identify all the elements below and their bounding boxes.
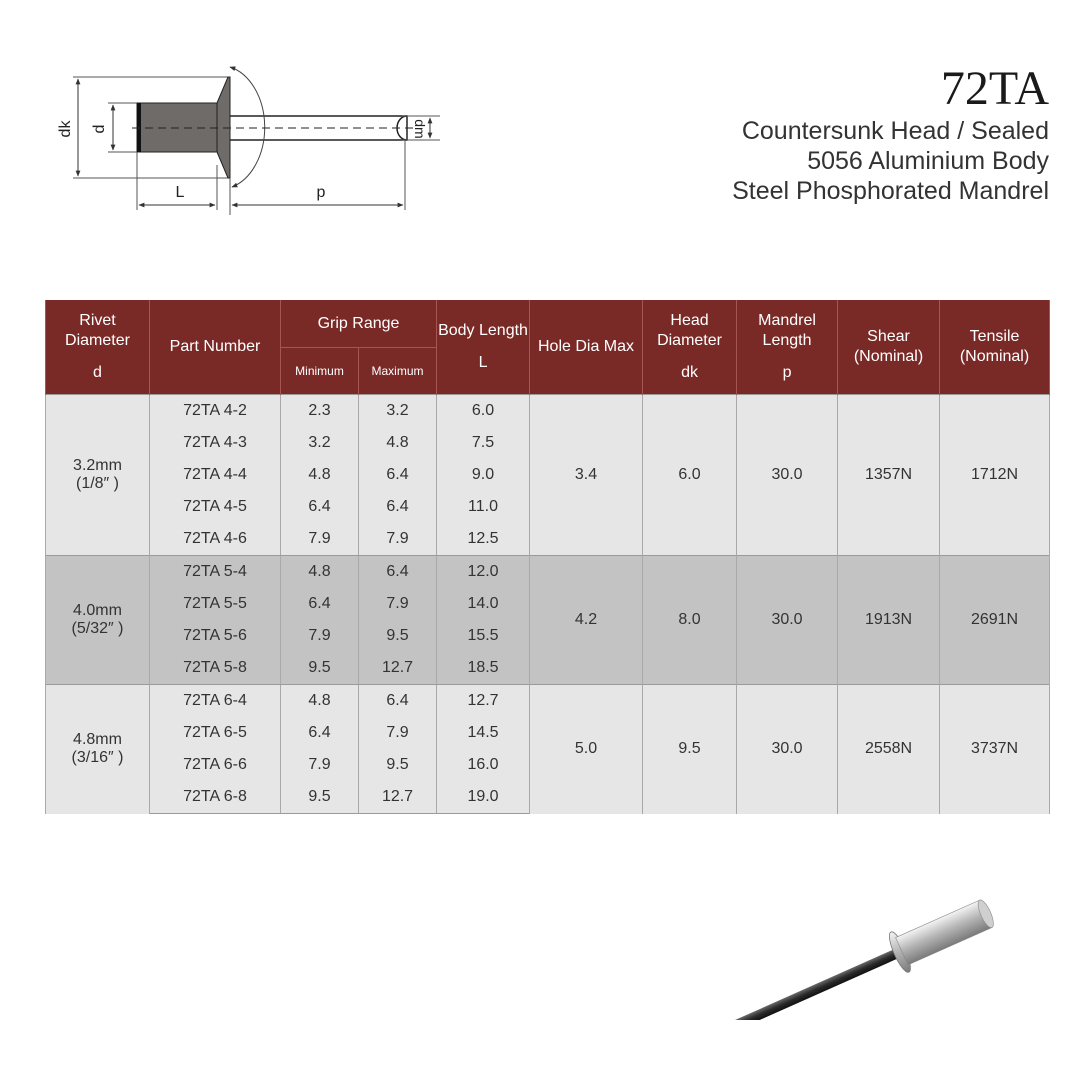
spec-table — [45, 300, 1050, 814]
head-diameter-cell: 6.0 — [643, 395, 737, 556]
grip-max-cell: 9.5 — [359, 749, 437, 781]
grip-min-cell: 6.4 — [281, 588, 359, 620]
header-head-diameter: Head Diameter dk — [643, 300, 737, 395]
rivet-diameter-inch: (5/32″ ) — [71, 620, 124, 637]
rivet-diameter-cell — [46, 556, 150, 685]
grip-max-cell: 12.7 — [359, 652, 437, 685]
header-shear: Shear (Nominal) — [838, 300, 940, 395]
grip-min-cell: 7.9 — [281, 523, 359, 556]
grip-min-cell: 7.9 — [281, 749, 359, 781]
rivet-diameter-inch: (1/8″ ) — [75, 475, 119, 492]
header-body-length: Body Length L — [437, 300, 530, 395]
grip-max-cell: 3.2 — [359, 395, 437, 428]
mandrel-length-cell: 30.0 — [737, 556, 838, 685]
part-number-cell: 72TA 4-3 — [150, 427, 281, 459]
header-grip-maximum: Maximum — [359, 348, 437, 395]
body-length-cell: 7.5 — [437, 427, 530, 459]
head-diameter-cell: 9.5 — [643, 685, 737, 814]
shear-cell: 1357N — [838, 395, 940, 556]
rivet-diameter-mm: 4.8mm — [73, 731, 122, 749]
subtitle-head-type: Countersunk Head / Sealed — [741, 117, 1049, 145]
d-label: d — [91, 124, 108, 134]
grip-max-cell: 9.5 — [359, 620, 437, 652]
rivet-diameter-mm: 4.0mm — [73, 602, 122, 619]
head-diameter-cell: 8.0 — [643, 556, 737, 685]
grip-min-cell: 3.2 — [281, 427, 359, 459]
dk-label: dk — [57, 120, 74, 138]
mandrel-length-cell: 30.0 — [737, 685, 838, 814]
rivet-diameter-mm: 3.2mm — [73, 457, 122, 474]
header-tensile: Tensile (Nominal) — [940, 300, 1050, 395]
part-number-cell: 72TA 5-4 — [150, 556, 281, 589]
part-number-cell: 72TA 6-4 — [150, 685, 281, 718]
body-length-cell: 14.5 — [437, 717, 530, 749]
shear-cell: 1913N — [838, 556, 940, 685]
part-number-cell: 72TA 5-5 — [150, 588, 281, 620]
part-number-cell: 72TA 6-5 — [150, 717, 281, 749]
body-length-cell: 12.7 — [437, 685, 530, 718]
p-label: p — [316, 184, 326, 201]
body-length-cell: 12.5 — [437, 523, 530, 556]
grip-min-cell: 2.3 — [281, 395, 359, 428]
table-row — [46, 685, 1050, 718]
grip-max-cell: 6.4 — [359, 491, 437, 523]
header-grip-range: Grip Range — [281, 300, 437, 348]
spec-table-body — [46, 395, 1050, 814]
title-block — [732, 62, 1049, 206]
part-number-cell: 72TA 5-8 — [150, 652, 281, 685]
hole-dia-cell: 4.2 — [530, 556, 643, 685]
grip-min-cell: 9.5 — [281, 652, 359, 685]
header-hole-dia: Hole Dia Max — [530, 300, 643, 395]
subtitle-mandrel-material: Steel Phosphorated Mandrel — [732, 177, 1049, 205]
subtitle-body-material: 5056 Aluminium Body — [807, 147, 1049, 175]
body-length-cell: 14.0 — [437, 588, 530, 620]
hole-dia-cell: 5.0 — [530, 685, 643, 814]
grip-max-cell: 4.8 — [359, 427, 437, 459]
part-number-cell: 72TA 6-8 — [150, 781, 281, 814]
header-grip-minimum: Minimum — [281, 348, 359, 395]
body-length-cell: 16.0 — [437, 749, 530, 781]
rivet-dimension-diagram — [40, 55, 460, 225]
part-number-cell: 72TA 5-6 — [150, 620, 281, 652]
grip-min-cell: 6.4 — [281, 491, 359, 523]
dm-label: dm — [412, 119, 428, 139]
part-number-cell: 72TA 4-6 — [150, 523, 281, 556]
tensile-cell: 1712N — [940, 395, 1050, 556]
body-length-cell: 15.5 — [437, 620, 530, 652]
body-length-cell: 6.0 — [437, 395, 530, 428]
header-part-number: Part Number — [150, 300, 281, 395]
rivet-diameter-inch: (3/16″ ) — [71, 749, 124, 767]
table-row — [46, 395, 1050, 428]
body-length-cell: 11.0 — [437, 491, 530, 523]
part-number-cell: 72TA 4-5 — [150, 491, 281, 523]
rivet-diameter-cell — [46, 685, 150, 814]
body-length-cell: 12.0 — [437, 556, 530, 589]
grip-max-cell: 6.4 — [359, 685, 437, 718]
grip-min-cell: 4.8 — [281, 685, 359, 718]
part-number-cell: 72TA 6-6 — [150, 749, 281, 781]
grip-min-cell: 4.8 — [281, 459, 359, 491]
rivet-photo — [700, 880, 1020, 1020]
grip-min-cell: 6.4 — [281, 717, 359, 749]
grip-min-cell: 9.5 — [281, 781, 359, 814]
grip-max-cell: 6.4 — [359, 459, 437, 491]
grip-min-cell: 4.8 — [281, 556, 359, 589]
header-mandrel-length: Mandrel Length p — [737, 300, 838, 395]
body-length-cell: 9.0 — [437, 459, 530, 491]
body-length-cell: 18.5 — [437, 652, 530, 685]
table-row — [46, 556, 1050, 589]
L-label: L — [175, 184, 185, 201]
grip-max-cell: 7.9 — [359, 523, 437, 556]
rivet-diameter-cell — [46, 395, 150, 556]
body-length-cell: 19.0 — [437, 781, 530, 814]
grip-max-cell: 12.7 — [359, 781, 437, 814]
header-rivet-diameter: Rivet Diameter d — [46, 300, 150, 395]
tensile-cell: 3737N — [940, 685, 1050, 814]
model-title: 72TA — [940, 62, 1049, 115]
part-number-cell: 72TA 4-2 — [150, 395, 281, 428]
grip-min-cell: 7.9 — [281, 620, 359, 652]
hole-dia-cell: 3.4 — [530, 395, 643, 556]
grip-max-cell: 7.9 — [359, 717, 437, 749]
part-number-cell: 72TA 4-4 — [150, 459, 281, 491]
grip-max-cell: 6.4 — [359, 556, 437, 589]
mandrel-length-cell: 30.0 — [737, 395, 838, 556]
grip-max-cell: 7.9 — [359, 588, 437, 620]
shear-cell: 2558N — [838, 685, 940, 814]
tensile-cell: 2691N — [940, 556, 1050, 685]
